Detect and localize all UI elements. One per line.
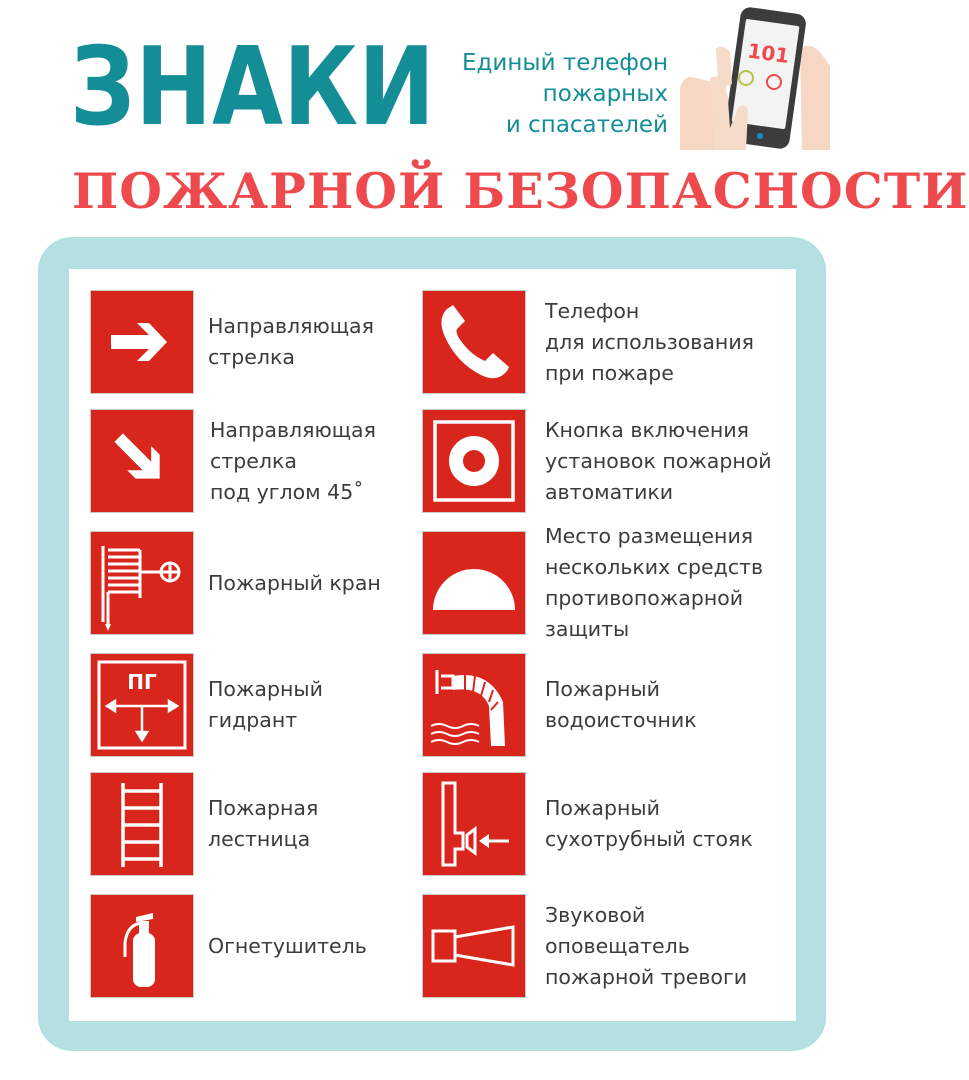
siren-icon <box>423 895 525 997</box>
sign-label-line: Пожарная <box>208 796 319 820</box>
sign-label-line: Место размещения <box>545 524 754 548</box>
sign-label <box>208 653 458 757</box>
sign-label-line: оповещатель <box>545 933 690 958</box>
sign-label-line: Кнопка включения <box>545 417 749 442</box>
sign-label-line: лестница <box>208 827 311 851</box>
sign-label <box>545 772 795 876</box>
ladder-icon <box>91 773 193 875</box>
sign-tile <box>422 653 526 757</box>
phone-number: 101 <box>746 38 791 69</box>
sign-label-line: для использования <box>545 329 754 354</box>
sign-tile <box>422 290 526 394</box>
sign-label-line: противопожарной <box>545 586 744 610</box>
sign-label <box>208 290 458 394</box>
sign-label-line: Направляющая <box>208 314 374 338</box>
water-source-icon <box>423 654 525 756</box>
sign-label-line: защиты <box>545 617 630 641</box>
signs-panel <box>38 237 826 1051</box>
sign-label-line: пожарной тревоги <box>545 964 748 989</box>
sign-label <box>208 772 458 876</box>
sign-tile <box>422 409 526 513</box>
arrow-diagonal-icon <box>91 410 193 512</box>
sign-label-line: гидрант <box>208 708 298 732</box>
phone-icon <box>423 291 525 393</box>
sign-tile <box>422 531 526 635</box>
sign-label-line: Огнетушитель <box>208 933 367 958</box>
fire-hose-icon <box>91 532 193 634</box>
sign-tile <box>90 409 194 513</box>
hydrant-sign-text: ПГ <box>127 670 157 694</box>
sign-label-line: сухотрубный стояк <box>545 827 753 851</box>
sign-label-line: Пожарный кран <box>208 570 381 595</box>
hydrant-icon <box>91 654 193 756</box>
sign-label <box>545 524 795 641</box>
sign-tile <box>422 894 526 998</box>
dry-pipe-icon <box>423 773 525 875</box>
sign-label-line: под углом 45˚ <box>210 479 364 504</box>
arrow-right-icon <box>91 291 193 393</box>
sign-label-line: Пожарный <box>545 796 660 820</box>
sign-label-line: нескольких средств <box>545 555 764 579</box>
sign-label-line: водоисточник <box>545 708 697 732</box>
sign-label <box>208 531 458 635</box>
extinguisher-icon <box>91 895 193 997</box>
sign-label-line: Телефон <box>545 298 640 323</box>
sign-label <box>545 290 795 394</box>
sign-label <box>545 894 795 998</box>
sign-label <box>545 409 795 513</box>
phone-caption-line: Единый телефон <box>461 50 668 76</box>
sign-tile <box>90 894 194 998</box>
sign-label-line: автоматики <box>545 479 674 504</box>
page-subtitle: ПОЖАРНОЙ БЕЗОПАСНОСТИ <box>72 162 969 220</box>
sign-tile <box>90 772 194 876</box>
sign-tile <box>90 290 194 394</box>
sign-label-line: Пожарный <box>208 677 323 701</box>
signs-panel-inner <box>69 269 796 1021</box>
half-circle-icon <box>423 532 525 634</box>
sign-label <box>208 894 458 998</box>
sign-label-line: стрелка <box>208 345 295 369</box>
phone-caption <box>428 48 668 141</box>
phone-caption-line: пожарных <box>542 81 668 107</box>
page-title: ЗНАКИ <box>70 25 435 150</box>
sign-label <box>545 653 795 757</box>
sign-label-line: Пожарный <box>545 677 660 701</box>
alarm-button-icon <box>423 410 525 512</box>
sign-label-line: Звуковой <box>545 902 646 927</box>
sign-label-line: при пожаре <box>545 360 674 385</box>
phone-caption-line: и спасателей <box>505 112 668 138</box>
sign-label-line: стрелка <box>210 448 297 473</box>
smartphone-icon <box>680 8 830 150</box>
sign-tile <box>90 653 194 757</box>
sign-label-line: установок пожарной <box>545 448 772 473</box>
sign-tile <box>90 531 194 635</box>
sign-tile <box>422 772 526 876</box>
sign-label-line: Направляющая <box>210 417 376 442</box>
